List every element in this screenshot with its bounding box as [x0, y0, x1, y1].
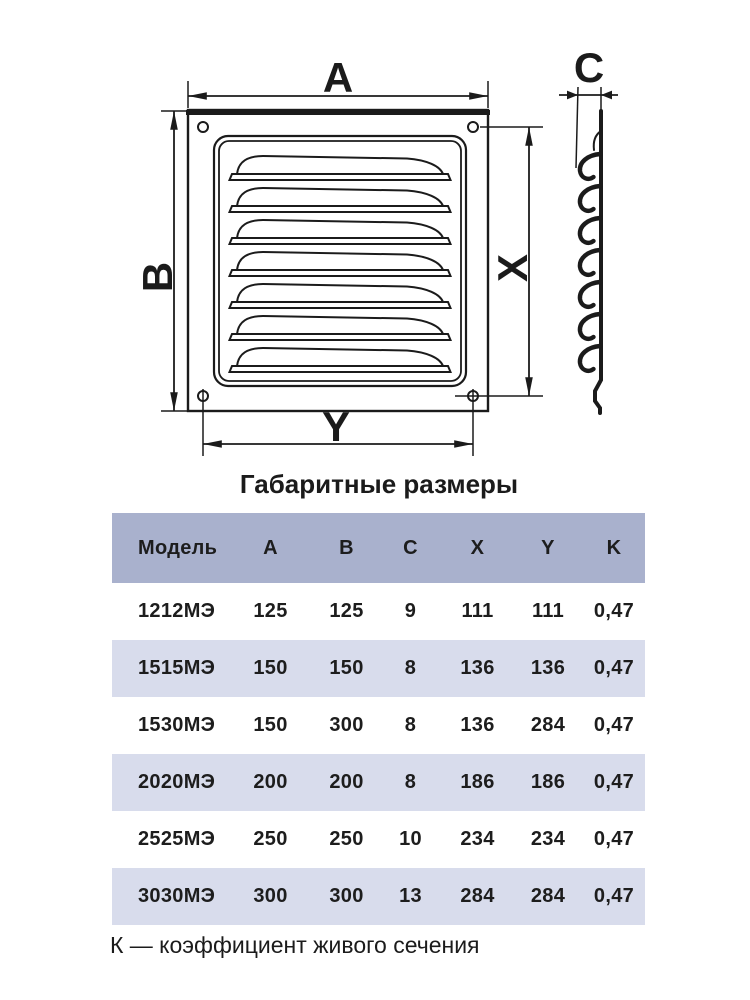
model-cell: 1515МЭ	[138, 657, 216, 679]
dim-label-X: X	[489, 253, 536, 283]
drawing-caption: Габаритные размеры	[239, 469, 519, 499]
col-header-model: Модель	[138, 536, 218, 559]
table-cell: 150	[329, 657, 364, 679]
dim-label-C: C	[573, 44, 605, 91]
coefficient-note: К — коэффициент живого сечения	[110, 932, 480, 958]
table-cell: 284	[530, 714, 566, 736]
screw-hole-top-right	[468, 122, 478, 132]
table-row	[112, 583, 645, 640]
table-cell: 0,47	[593, 885, 635, 907]
table-cell: 13	[399, 885, 422, 907]
table-cell: 8	[404, 771, 417, 793]
table-cell: 150	[253, 657, 288, 679]
table-row	[112, 697, 645, 754]
model-cell: 1530МЭ	[138, 714, 216, 736]
table-header-row	[112, 513, 645, 583]
table-cell: 0,47	[593, 657, 635, 679]
side-view	[580, 111, 601, 413]
col-header-a: A	[263, 536, 278, 559]
model-cell: 2525МЭ	[138, 828, 216, 850]
table-cell: 8	[404, 714, 417, 736]
model-cell: 1212МЭ	[138, 600, 216, 622]
table-cell: 200	[253, 771, 288, 793]
table-row	[112, 868, 645, 925]
table-cell: 8	[404, 657, 417, 679]
table-row	[112, 811, 645, 868]
table-cell: 300	[329, 885, 364, 907]
table-cell: 9	[404, 600, 417, 622]
table-cell: 0,47	[593, 828, 635, 850]
dimension-drawing	[0, 0, 750, 470]
dim-label-A: A	[322, 54, 354, 101]
col-header-k: K	[606, 536, 622, 559]
table-cell: 0,47	[593, 600, 635, 622]
model-cell: 3030МЭ	[138, 885, 216, 907]
col-header-b: B	[339, 536, 354, 559]
table-cell: 300	[329, 714, 364, 736]
col-header-y: Y	[541, 536, 555, 559]
col-header-x: X	[470, 536, 485, 559]
table-cell: 136	[530, 657, 566, 679]
table-cell: 111	[461, 600, 494, 622]
dimensions-table	[112, 513, 645, 925]
dim-label-B: B	[134, 261, 181, 293]
dim-label-Y: Y	[321, 403, 351, 450]
table-cell: 284	[460, 885, 495, 907]
table-cell: 186	[460, 771, 495, 793]
col-header-c: C	[403, 536, 418, 559]
side-louver-hooks	[580, 154, 600, 371]
table-cell: 111	[531, 600, 565, 622]
table-row	[112, 754, 645, 811]
table-cell: 150	[253, 714, 288, 736]
table-cell: 234	[460, 828, 495, 850]
screw-hole-top-left	[198, 122, 208, 132]
table-cell: 200	[329, 771, 364, 793]
table-cell: 0,47	[593, 714, 635, 736]
table-cell: 125	[253, 600, 288, 622]
model-cell: 2020МЭ	[138, 771, 216, 793]
table-cell: 0,47	[593, 771, 635, 793]
table-cell: 186	[530, 771, 566, 793]
table-cell: 234	[530, 828, 566, 850]
table-cell: 300	[253, 885, 288, 907]
table-cell: 250	[253, 828, 288, 850]
table-cell: 136	[460, 657, 495, 679]
table-cell: 10	[399, 828, 422, 850]
table-cell: 125	[329, 600, 364, 622]
table-row	[112, 640, 645, 697]
front-view	[186, 110, 490, 411]
table-cell: 284	[530, 885, 566, 907]
table-cell: 136	[460, 714, 495, 736]
table-cell: 250	[329, 828, 364, 850]
